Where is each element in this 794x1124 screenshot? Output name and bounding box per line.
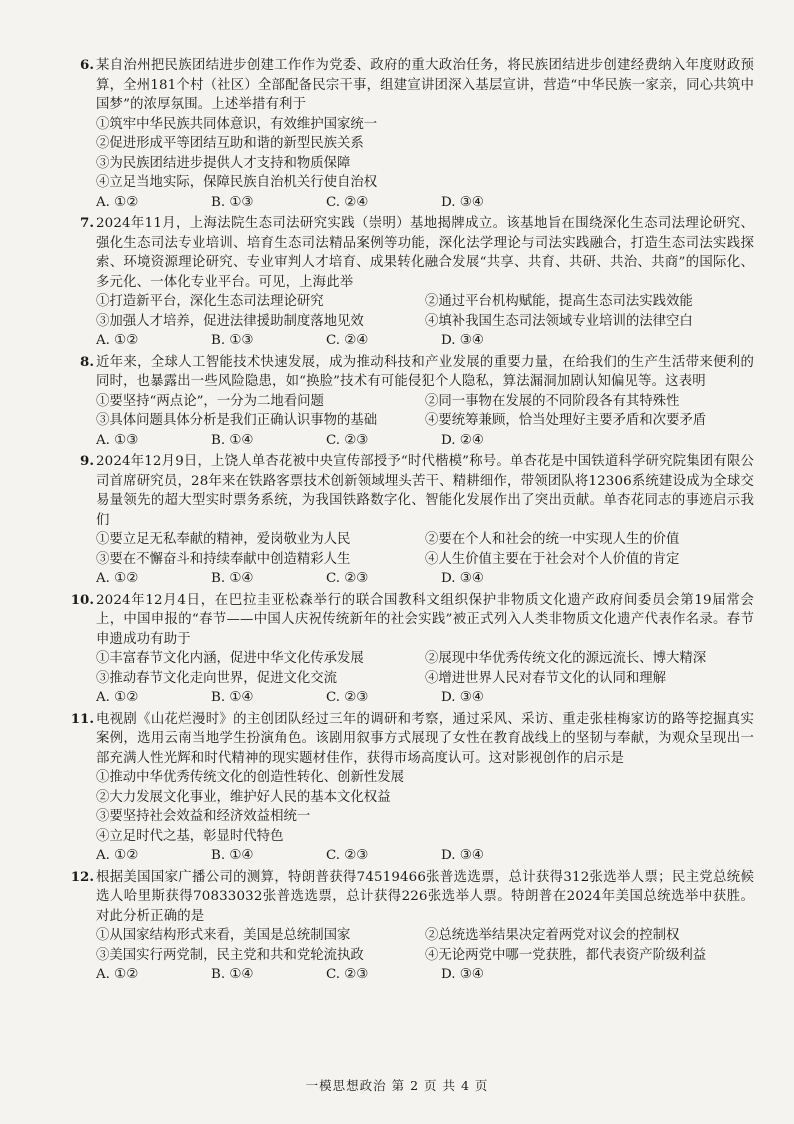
options-row <box>96 550 754 570</box>
choice-b: B. ①④ <box>211 432 254 448</box>
options-row <box>96 530 754 550</box>
option-4: ④人生价值主要在于社会对个人价值的肯定 <box>425 551 680 567</box>
choice-c: C. ②③ <box>326 848 369 863</box>
option-2: ②促进形成平等团结互助和谐的新型民族关系 <box>96 136 364 151</box>
option-2: ②要在个人和社会的统一中实现人生的价值 <box>425 532 680 547</box>
question-number: 7. <box>80 215 94 231</box>
question-6 <box>80 56 754 212</box>
answer-choices <box>96 846 754 866</box>
choice-b: B. ①④ <box>211 848 254 863</box>
choice-c: C. ②③ <box>326 571 369 586</box>
answer-choices <box>96 569 754 589</box>
choice-a: A. ①② <box>96 333 139 348</box>
question-number: 9. <box>80 453 94 469</box>
option-3: ③要坚持社会效益和经济效益相统一 <box>96 809 311 824</box>
option-3: ③具体问题具体分析是我们正确认识事物的基础 <box>96 413 378 428</box>
option-2: ②通过平台机构赋能，提高生态司法实践效能 <box>425 294 693 309</box>
option-1: ①打造新平台，深化生态司法理论研究 <box>96 294 324 309</box>
question-stem: 2024年12月9日，上饶人单杏花被中央宣传部授予“时代楷模”称号。单杏花是中国铁道科学研究院集团有限公司首席研究员，28年来在铁路客票技术创新领域埋头苦干、精耕细作，带领团队将12306系统建设成为全球交易量领先的超大型实时票务系统，为我国铁路数字化、智能化发展作出了突出贡献。单杏花同志的事迹启示我们 <box>96 454 754 528</box>
choice-d: D. ③④ <box>441 571 484 586</box>
question-number: 11. <box>70 710 94 727</box>
option-1: ①丰富春节文化内涵，促进中华文化传承发展 <box>96 651 364 666</box>
option-3: ③美国实行两党制，民主党和共和党轮流执政 <box>96 947 364 963</box>
option-2: ②同一事物在发展的不同阶段各有其特殊性 <box>425 393 680 409</box>
choice-d: D. ③④ <box>441 333 484 348</box>
option-1: ①要坚持“两点论”，一分为二地看问题 <box>96 393 324 409</box>
choice-c: C. ②④ <box>326 333 369 348</box>
question-stem: 根据美国国家广播公司的测算，特朗普获得74519466张普选选票，总计获得312张选举人票；民主党总统候选人哈里斯获得70833032张普选选票，总计获得226张选举人票。特朗普在2024年美国总统选举中获胜。对此分析正确的是 <box>96 869 754 924</box>
option-1: ①从国家结构形式来看，美国是总统制国家 <box>96 928 351 943</box>
options-row <box>96 946 754 966</box>
choice-a: A. ①② <box>96 848 139 863</box>
question-stem: 2024年12月4日，在巴拉圭亚松森举行的联合国教科文组织保护非物质文化遗产政府间委员会第19届常会上，中国申报的“春节——中国人庆祝传统新年的社会实践”被正式列入人类非物质文化遗产代表作名录。春节申遗成功有助于 <box>96 592 754 647</box>
option-3: ③为民族团结进步提供人才支持和物质保障 <box>96 155 351 171</box>
question-12 <box>70 868 754 985</box>
choice-d: D. ③④ <box>441 967 484 982</box>
question-number: 6. <box>80 57 94 73</box>
answer-choices <box>96 193 754 213</box>
question-number: 8. <box>80 353 94 370</box>
option-4: ④无论两党中哪一党获胜，都代表资产阶级利益 <box>425 947 707 963</box>
option-1: ①要立足无私奉献的精神，爱岗敬业为人民 <box>96 532 351 547</box>
question-10 <box>70 591 754 708</box>
choice-a: A. ①② <box>96 194 139 210</box>
option-2: ②大力发展文化事业，维护好人民的基本文化权益 <box>96 789 391 805</box>
question-8 <box>80 353 754 451</box>
option-4: ④立足时代之基，彰显时代特色 <box>96 828 284 844</box>
choice-b: B. ①④ <box>211 690 254 705</box>
option-1: ①推动中华优秀传统文化的创造性转化、创新性发展 <box>96 770 404 785</box>
choice-d: D. ③④ <box>441 194 484 210</box>
choice-c: C. ②③ <box>326 967 369 982</box>
question-9 <box>80 452 754 589</box>
question-number: 10. <box>70 591 94 608</box>
option-2: ②总统选举结果决定着两党对议会的控制权 <box>425 928 680 943</box>
question-11 <box>70 710 754 866</box>
answer-choices <box>96 431 754 451</box>
answer-choices <box>96 965 754 985</box>
options-row <box>96 649 754 669</box>
options-row <box>96 392 754 412</box>
choice-d: D. ③④ <box>441 690 484 705</box>
choice-a: A. ①② <box>96 571 139 586</box>
question-stem: 2024年11月，上海法院生态司法研究实践（崇明）基地揭牌成立。该基地旨在围绕深化生态司法理论研究、强化生态司法专业培训、培育生态司法精品案例等功能，深化法学理论与司法实践融合，打造生态司法实践探索、环境资源理论研究、专业审判人才培育、成果转化融合发展“共享、共育、共研、共治、共商”的国际化、多元化、一体化专业平台。可见，上海此举 <box>96 216 754 290</box>
option-4: ④立足当地实际，保障民族自治机关行使自治权 <box>96 175 378 190</box>
options-row <box>96 669 754 689</box>
option-4: ④增进世界人民对春节文化的认同和理解 <box>425 670 667 686</box>
question-stem: 某自治州把民族团结进步创建工作作为党委、政府的重大政治任务，将民族团结进步创建经费纳入年度财政预算，全州181个村（社区）全部配备民宗干事，组建宣讲团深入基层宣讲，营造“中华民族一家亲，同心共筑中国梦”的浓厚氛围。上述举措有利于 <box>96 58 754 112</box>
question-stem: 电视剧《山花烂漫时》的主创团队经过三年的调研和考察，通过采风、采访、重走张桂梅家访的路等挖掘真实案例，选用云南当地学生扮演角色。该剧用叙事方式展现了女性在教育战线上的坚韧与奉献，为观众呈现出一部充满人性光辉和时代精神的现实题材佳作，获得市场高度认可。这对影视创作的启示是 <box>96 711 754 766</box>
choice-a: A. ①② <box>96 967 139 982</box>
option-4: ④要统筹兼顾，恰当处理好主要矛盾和次要矛盾 <box>425 413 707 428</box>
choice-a: A. ①③ <box>96 432 139 448</box>
choice-c: C. ②④ <box>326 194 369 210</box>
choice-b: B. ①④ <box>211 967 254 982</box>
choice-d: D. ②④ <box>441 432 484 448</box>
option-2: ②展现中华优秀传统文化的源远流长、博大精深 <box>425 651 707 666</box>
answer-choices <box>96 688 754 708</box>
option-3: ③加强人才培养，促进法律援助制度落地见效 <box>96 313 364 329</box>
options-row <box>96 926 754 946</box>
choice-b: B. ①④ <box>211 571 254 586</box>
option-3: ③推动春节文化走向世界，促进文化交流 <box>96 670 338 686</box>
option-4: ④填补我国生态司法领域专业培训的法律空白 <box>425 313 693 329</box>
question-7 <box>80 214 754 351</box>
option-3: ③要在不懈奋斗和持续奉献中创造精彩人生 <box>96 551 351 567</box>
choice-b: B. ①③ <box>211 333 254 348</box>
question-number: 12. <box>70 868 94 885</box>
choice-c: C. ②③ <box>326 432 369 448</box>
option-1: ①筑牢中华民族共同体意识，有效维护国家统一 <box>96 116 378 132</box>
choice-b: B. ①③ <box>211 194 254 210</box>
options-row <box>96 312 754 332</box>
page-footer: 一模思想政治 第 2 页 共 4 页 <box>305 1078 489 1093</box>
answer-choices <box>96 331 754 351</box>
choice-d: D. ③④ <box>441 848 484 863</box>
options-row <box>96 411 754 431</box>
options-row <box>96 292 754 312</box>
question-stem: 近年来，全球人工智能技术快速发展，成为推动科技和产业发展的重要力量，在给我们的生产生活带来便利的同时，也暴露出一些风险隐患，如“换脸”技术有可能侵犯个人隐私，算法漏洞加剧认知偏见等。这表明 <box>96 354 754 389</box>
choice-c: C. ②③ <box>326 690 369 705</box>
choice-a: A. ①② <box>96 690 139 705</box>
